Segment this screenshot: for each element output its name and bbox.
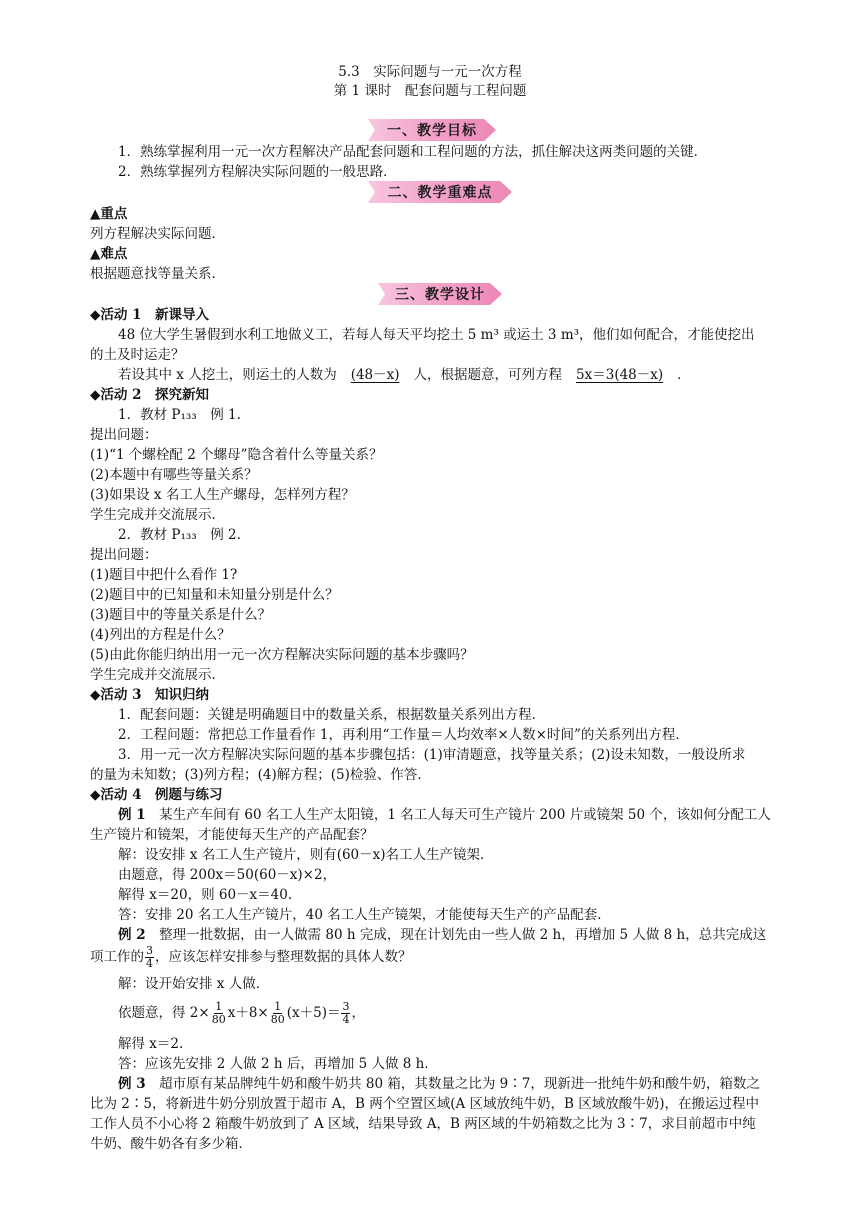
equation-part: (x＋5)＝ [286,1005,341,1021]
banner-goals [368,119,496,141]
banner-goals-label: 一、教学目标 [387,123,477,139]
activity2-line: (1)题目中把什么看作 1? [90,567,238,583]
fraction-denominator: 4 [146,957,153,970]
example1-solution-1: 解：设安排 x 名工人生产镜片，则有(60－x)名工人生产镜架． [118,847,494,863]
fraction-numerator: 1 [274,1000,282,1013]
example2-stem-line1 [118,925,772,945]
activity2-line: (2)本题中有哪些等量关系？ [90,467,258,483]
activity3-line-3b: 的量为未知数；(3)列方程；(4)解方程；(5)检验、作答． [90,767,431,783]
activity2-line: (2)题目中的已知量和未知量分别是什么？ [90,587,339,603]
example1-label: 例 1 [118,807,146,823]
activity2-line: 提出问题： [90,427,158,443]
example3-stem-line4: 牛奶、酸牛奶各有多少箱． [90,1136,252,1152]
equation-part: ， [351,1005,365,1021]
focus-text: 列方程解决实际问题． [90,226,225,242]
fraction [341,1001,350,1026]
banner-key-points-label: 二、教学重难点 [387,185,493,201]
fraction-denominator: 80 [211,1013,226,1026]
example2-solution-1: 解：设开始安排 x 人做． [118,976,270,992]
activity1-p1-line1: 48 位大学生暑假到水利工地做义工，若每人每天平均挖土 5 m³ 或运土 3 m³，他们如何配合，才能使挖出 [118,327,755,343]
example1-solution-3: 解得 x＝20，则 60－x＝40. [118,887,293,903]
example2-label: 例 2 [118,927,146,943]
example3-stem-line3: 工作人员不小心将 2 箱酸牛奶放到了 A 区域，结果导致 A，B 两区域的牛奶箱数之比为 3∶7，求目前超市中纯 [90,1116,756,1132]
activity2-title: ◆活动 2 探究新知 [90,387,209,403]
lesson-title: 第 1 课时 配套问题与工程问题 [333,83,527,99]
fraction-numerator: 3 [146,944,153,957]
goal-1: 1．熟练掌握利用一元一次方程解决产品配套问题和工程问题的方法，抓住解决这两类问题的关键． [118,144,708,160]
activity2-line: 学生完成并交流展示． [90,667,225,683]
example2-stem-line2 [90,944,772,970]
activity1-p2 [118,365,772,385]
activity4-title: ◆活动 4 例题与练习 [90,787,223,803]
example2-answer: 答：应该先安排 2 人做 2 h 后，再增加 5 人做 8 h． [118,1056,438,1072]
example2-stem-b1: 项工作的 [90,949,144,965]
example3-stem-line2: 比为 2∶5，将新进牛奶分别放置于超市 A，B 两个空置区域(A 区域放纯牛奶，B 区域放酸牛奶)，在搬运过程中 [90,1096,760,1112]
fraction-denominator: 4 [342,1013,350,1026]
example2-stem-a: 整理一批数据，由一人做需 80 h 完成，现在计划先由一些人做 2 h，再增加 5 人做 8 h，总共完成这 [145,927,767,943]
example1-stem-a: 某生产车间有 60 名工人生产太阳镜，1 名工人每天可生产镜片 200 片或镜架 50 个，该如何分配工人 [145,807,771,823]
activity2-line: (3)如果设 x 名工人生产螺母，怎样列方程？ [90,487,355,503]
activity2-line: 学生完成并交流展示． [90,507,225,523]
activity2-line: 1．教材 P₁₃₃ 例 1. [118,407,241,423]
fraction-three-quarters [145,945,154,970]
answer-blank-2: 5x＝3(48－x) [576,367,664,383]
goal-2: 2．熟练掌握列方程解决实际问题的一般思路． [118,164,397,180]
example1-stem-line2: 生产镜片和镜架，才能使每天生产的产品配套？ [90,827,374,843]
example2-solution-3: 解得 x＝2. [118,1036,184,1052]
activity1-title: ◆活动 1 新课导入 [90,307,209,323]
activity3-line-3a: 3．用一元一次方程解决实际问题的基本步骤包括：(1)审清题意，找等量关系；(2)设未知数，一般设所求 [118,747,746,763]
equation-part: x＋8× [227,1005,269,1021]
example2-stem-b2: ，应该怎样安排参与整理数据的具体人数？ [155,949,412,965]
example2-equation [118,1000,772,1026]
activity3-line-2: 2．工程问题：常把总工作量看作 1，再利用“工作量＝人均效率×人数×时间”的关系列出方程． [118,727,689,743]
activity1-p1-line2: 的土及时运走？ [90,347,185,363]
fraction [270,1001,286,1026]
example1-solution-2: 由题意，得 200x＝50(60－x)×2， [118,867,337,883]
activity2-line: 提出问题： [90,547,158,563]
example3-stem-a: 超市原有某品牌纯牛奶和酸牛奶共 80 箱，其数量之比为 9∶7，现新进一批纯牛奶和酸牛奶，箱数之 [145,1076,760,1092]
fraction-numerator: 3 [342,1000,350,1013]
banner-key-points [368,181,512,203]
activity1-p2-a: 若设其中 x 人挖土，则运土的人数为 [118,367,337,383]
difficulty-text: 根据题意找等量关系． [90,266,225,282]
banner-design-label: 三、教学设计 [395,287,485,303]
activity2-line: (4)列出的方程是什么？ [90,627,231,643]
activity2-line: (1)“1 个螺栓配 2 个螺母”隐含着什么等量关系？ [90,447,383,463]
activity3-line-1: 1．配套问题：关键是明确题目中的数量关系，根据数量关系列出方程． [118,707,546,723]
example3-stem-line1 [118,1074,772,1094]
activity1-p2-b: 人，根据题意，可列方程 [413,367,563,383]
section-title: 5.3 实际问题与一元一次方程 [338,64,522,80]
difficulty-label: ▲难点 [90,246,128,262]
activity3-title: ◆活动 3 知识归纳 [90,687,209,703]
activity2-line: (3)题目中的等量关系是什么？ [90,607,272,623]
activity2-line: 2．教材 P₁₃₃ 例 2. [118,527,241,543]
equation-part: 依题意，得 2× [118,1005,210,1021]
activity1-p2-c: ． [677,367,691,383]
fraction [211,1001,227,1026]
activity2-line: (5)由此你能归纳出用一元一次方程解决实际问题的基本步骤吗？ [90,647,474,663]
example1-stem-line1 [118,805,772,825]
answer-blank-1: (48－x) [350,367,400,383]
focus-label: ▲重点 [90,206,128,222]
fraction-denominator: 80 [270,1013,285,1026]
example1-answer: 答：安排 20 名工人生产镜片，40 名工人生产镜架，才能使每天生产的产品配套． [118,907,611,923]
banner-design [378,283,502,305]
fraction-numerator: 1 [215,1000,223,1013]
example3-label: 例 3 [118,1076,146,1092]
